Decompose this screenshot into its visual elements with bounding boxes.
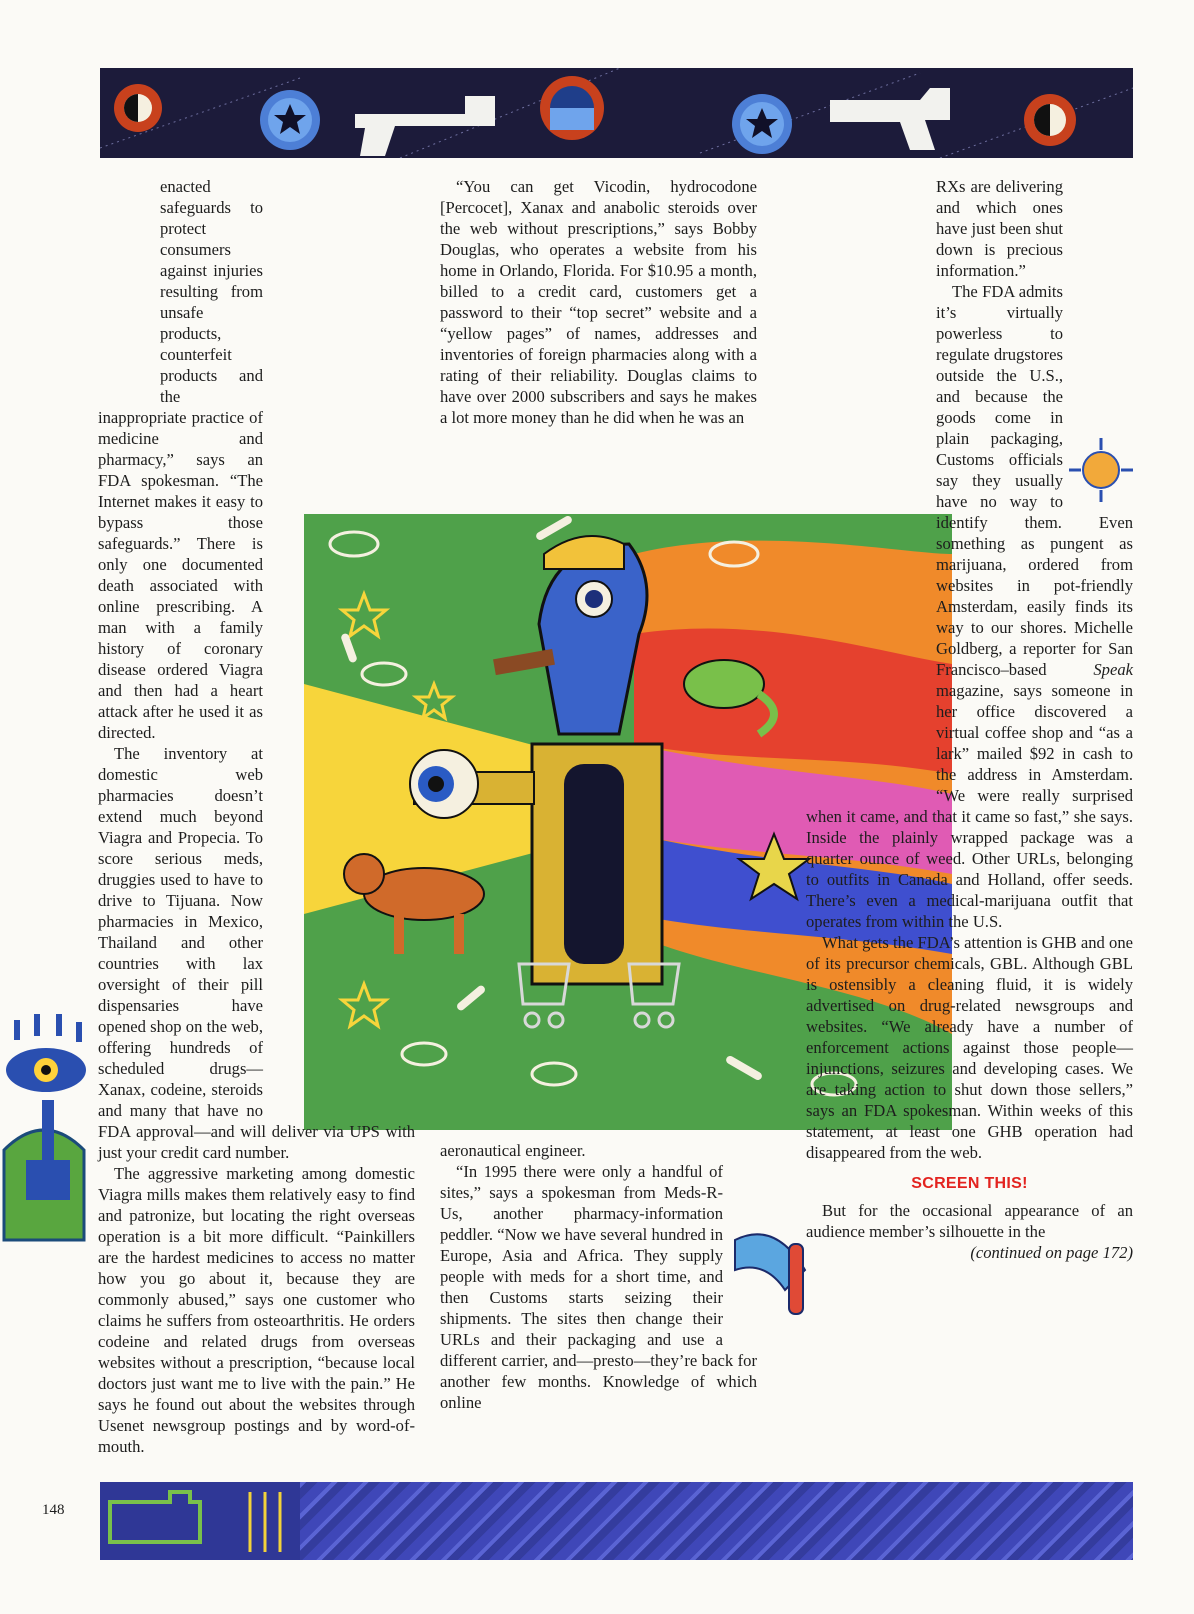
page-number: 148 [42,1502,65,1518]
col3-paragraph-3: What gets the FDA’s attention is GHB and one of its precursor chemicals, GBL. Although GBL is ostensibly a cleaning fluid, it is widely advertised on drug-related newsgroups and websites. “We already have a number of enforcement actions against those people—injunctions, seizures and developing cases. We are taking action to shut down those sellers,” says an FDA spokesman. Within weeks of this statement, at least one GHB operation had disappeared from the web. [806,933,1133,1162]
col2-paragraph-2: “In 1995 there were only a handful of sites,” says a spokesman from Meds-R-Us, another pharmacy-information peddler. “Now we have several hundred in Europe, Asia and Africa. They supply people with meds for a short time, and then Customs starts seizing their shipments. The sites then change their URLs and their packaging and use a different carrier, and—presto—they’re back for another few months. Knowledge of which online [440,1162,757,1412]
col3-paragraph-2: The FDA admits it’s virtually powerless to regulate drugstores outside the U.S., and because the goods come in plain packaging, Customs officials say they usually have no way to identify them. Even something as pungent as marijuana, ordered from websites in pot-friendly Amsterdam, easily finds its way to our shores. Michelle Goldberg, a reporter for San Francisco–based Speak magazine, says someone in her office discovered a virtual coffee shop and “as a lark” mailed $92 in cash to the address in Amsterdam. “We were really surprised when it came, and that it came so fast,” she says. Inside the plainly wrapped package was a quarter ounce of weed. Other URLs, belonging to outfits in Canada and Holland, offer seeds. There’s even a medical-marijuana outfit that operates from within the U.S. [806,282,1133,931]
column-3 [806,176,1133,1263]
top-banner [100,68,1133,158]
col2-paragraph-1b: aeronautical engineer. [440,1141,586,1160]
col1-paragraph-3: The aggressive marketing among domestic Viagra mills makes them relatively easy to find and patronize, but locating the right overseas operation is a bit more difficult. “Painkillers are the hardest medicines to access no matter how you go about it, because they are commonly abused,” says one customer who claims he suffers from osteoarthritis. He orders codeine and related drugs from overseas websites without a prescription, “because local doctors just want me to live with the pain.” He says he found out about the websites through Usenet newsgroup postings and by word-of-mouth. [98,1164,415,1456]
col1-paragraph-2: The inventory at domestic web pharmacies doesn’t extend much beyond Viagra and Propecia. To score serious meds, druggies used to have to drive to Tijuana. Now pharmacies in Mexico, Thailand and other countries with lax oversight of their pill dispensaries have opened shop on the web, offering hundreds of scheduled drugs—Xanax, codeine, steroids and many that have no FDA approval—and will deliver via UPS with just your credit card number. [98,744,415,1162]
col2-paragraph-1: “You can get Vicodin, hydrocodone [Percocet], Xanax and anabolic steroids over the web without prescriptions,” says Bobby Douglas, who operates a website from his home in Orlando, Florida. For $10.95 a month, billed to a credit card, customers get a password to their “top secret” website and a “yellow pages” of names, addresses and inventories of foreign pharmacies along with a rating of their reliability. Douglas claims to have over 2000 subscribers and says he makes a lot more money than he did when he was an [440,177,757,427]
eye-wrap [98,176,160,396]
star-icon [260,90,320,150]
eye-icon [576,581,612,617]
col3-paragraph-1: RXs are delivering and which ones have just been shut down is precious information.” [936,177,1063,280]
continued-note: (continued on page 172) [970,1243,1133,1262]
magazine-name: Speak [1093,660,1133,679]
wrench-figure [727,1220,797,1330]
col3-paragraph-4: But for the occasional appearance of an audience member’s silhouette in the [806,1201,1133,1241]
sun-icon [1069,438,1133,502]
star-icon [732,94,792,154]
column-2 [440,176,757,428]
section-heading: SCREEN THIS! [911,1175,1028,1192]
eye-icon [410,750,478,818]
illustration-wrap [269,493,419,1103]
figure-spacer [28,1005,92,1295]
bottom-banner [100,1482,1133,1560]
column-1-main [98,176,415,1457]
eye-icon [1024,94,1076,146]
col1-paragraph-1: enacted safeguards to protect consumers against injuries resulting from unsafe products, counterfeit products and the inappropriate practice of medicine and pharmacy,” says an FDA spokesman. “The Internet makes it easy to bypass those safeguards.” There is only one documented death associated with online prescribing. A man with a family history of coronary disease ordered Viagra and then had a heart attack after he used it as directed. [98,177,263,742]
illustration-spacer-right [806,176,936,796]
column-2-lower [440,1140,757,1413]
eye-icon [114,84,162,132]
banner-art [100,1482,1133,1560]
banner-art [100,68,1133,158]
eye-icon [540,76,604,140]
